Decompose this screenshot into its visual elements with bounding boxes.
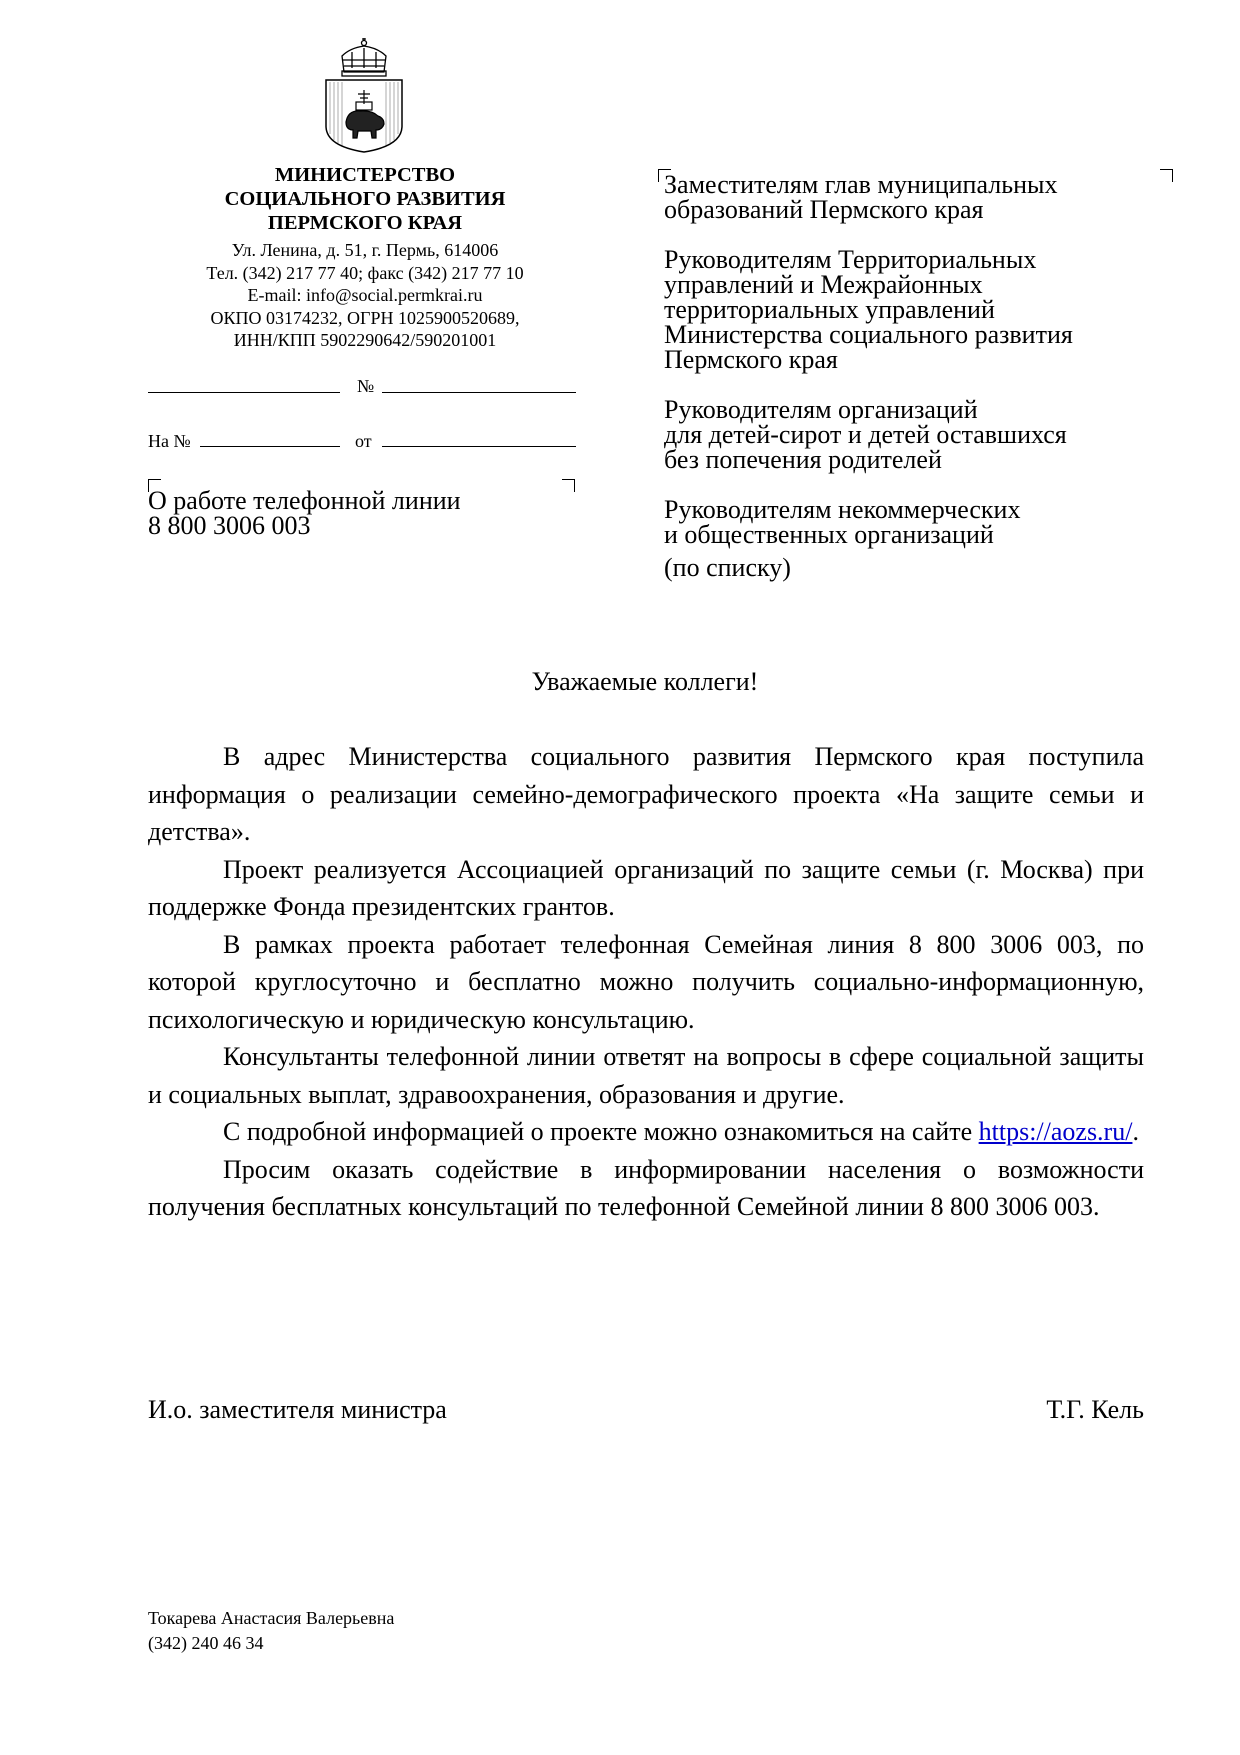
addressee-block (664, 172, 1164, 580)
addressee-line: Руководителям некоммерческих (664, 495, 1021, 524)
ministry-name-line: МИНИСТЕРСТВО (274, 164, 456, 186)
subject-line: О работе телефонной линии (148, 486, 461, 515)
reply-date-line (382, 446, 576, 447)
reg-number-sign: № (357, 376, 375, 396)
reply-number-line (200, 446, 340, 447)
addressee-line: территориальных управлений (664, 295, 995, 324)
addressee-line: для детей-сирот и детей оставшихся (664, 420, 1067, 449)
addressee-line: Руководителям Территориальных (664, 245, 1037, 274)
addressee-line: без попечения родителей (664, 445, 942, 474)
letter-subject (148, 488, 568, 538)
executor-phone: (342) 240 46 34 (148, 1633, 264, 1653)
reply-number-label: На № (148, 431, 191, 451)
ministry-header (150, 163, 580, 352)
reply-from-label: от (355, 431, 372, 451)
addressee-line: Пермского края (664, 345, 838, 374)
phone-line: Тел. (342) 217 77 40; факс (342) 217 77 10 (206, 262, 524, 283)
greeting: Уважаемые коллеги! (531, 667, 759, 696)
addressee-line: Министерства социального развития (664, 320, 1073, 349)
project-website-link[interactable]: https://aozs.ru/ (978, 1117, 1133, 1146)
address-line: Ул. Ленина, д. 51, г. Пермь, 614006 (231, 240, 499, 260)
addressee-item (664, 497, 1164, 547)
reg-number-line (382, 392, 576, 393)
signatory-name: Т.Г. Кель (1046, 1395, 1144, 1424)
subject-line: 8 800 3006 003 (148, 511, 311, 540)
addressee-line: (по списку) (664, 553, 791, 582)
ministry-name-line: ПЕРМСКОГО КРАЯ (267, 212, 463, 234)
addressee-line: Руководителям организаций (664, 395, 978, 424)
inn-line: ИНН/КПП 5902290642/590201001 (233, 330, 497, 350)
body-paragraph-text: С подробной информацией о проекте можно ознакомиться на сайте (223, 1117, 973, 1146)
executor-name: Токарева Анастасия Валерьевна (148, 1608, 395, 1628)
body-paragraph: В рамках проекта работает телефонная Семейная линия 8 800 3006 003, по которой круглосуточно и бесплатно можно получить социально-информационную, психологическую и юридическую консультацию. (148, 929, 1144, 1034)
addressee-item (664, 555, 1164, 580)
body-paragraph: Проект реализуется Ассоциацией организаций по защите семьи (г. Москва) при поддержке Фонда президентских грантов. (148, 854, 1144, 921)
ministry-name-line: СОЦИАЛЬНОГО РАЗВИТИЯ (224, 188, 506, 210)
body-paragraph: Просим оказать содействие в информировании населения о возможности получения бесплатных консультаций по телефонной Семейной линии 8 800 3006 003. (148, 1154, 1144, 1221)
body-paragraph: Консультанты телефонной линии ответят на вопросы в сфере социальной защиты и социальных выплат, здравоохранения, образования и другие. (148, 1042, 1144, 1109)
addressee-line: и общественных организаций (664, 520, 994, 549)
addressee-line: Заместителям глав муниципальных (664, 170, 1058, 199)
addressee-line: образований Пермского края (664, 195, 984, 224)
okpo-line: ОКПО 03174232, ОГРН 1025900520689, (210, 307, 520, 328)
reg-date-line (148, 392, 340, 393)
addressee-item (664, 397, 1164, 472)
body-paragraph: В адрес Министерства социального развития Пермского края поступила информация о реализации семейно-демографического проекта «На защите семьи и детства». (148, 742, 1144, 846)
signatory-position: И.о. заместителя министра (148, 1395, 447, 1424)
addressee-line: управлений и Межрайонных (664, 270, 983, 299)
perm-krai-coat-of-arms-icon (322, 38, 406, 154)
body-paragraph (148, 1113, 1144, 1151)
addressee-item (664, 247, 1164, 372)
addressee-item (664, 172, 1164, 222)
letter-body (148, 738, 1144, 1226)
period: . (1132, 1117, 1139, 1146)
ministry-contacts (150, 239, 580, 352)
executor-info (148, 1606, 394, 1656)
email-line: E-mail: info@social.permkrai.ru (247, 285, 483, 305)
